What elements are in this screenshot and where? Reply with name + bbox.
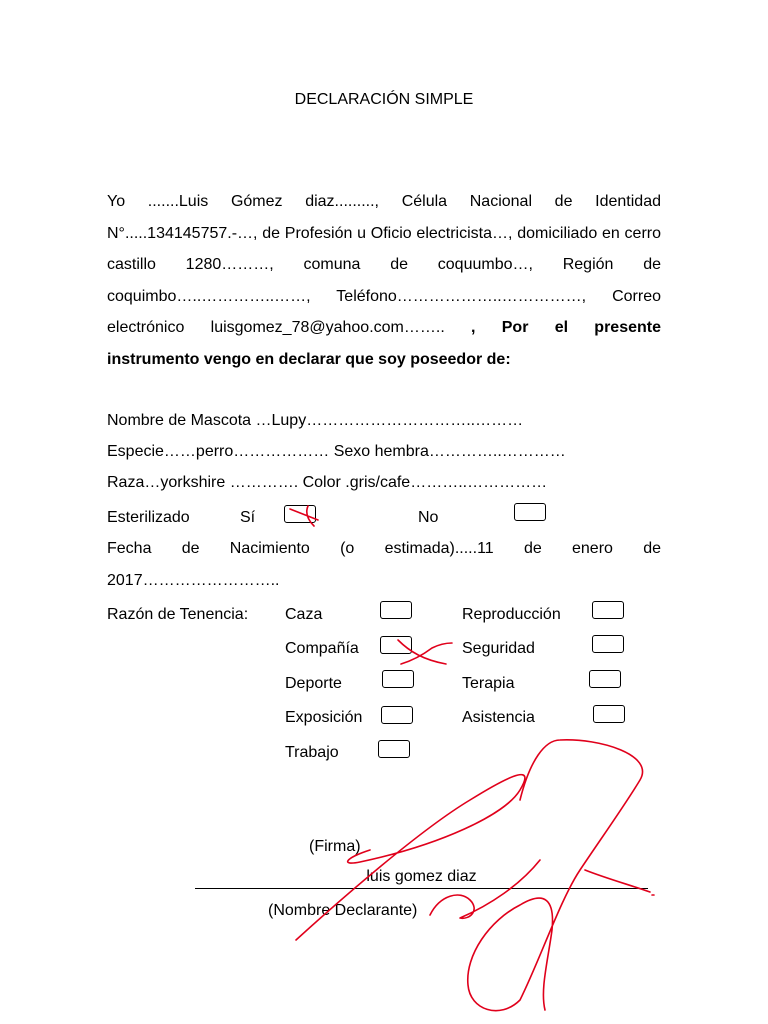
option-terapia-checkbox[interactable] [589, 670, 621, 688]
declaration-paragraph [107, 186, 661, 375]
option-caza-label: Caza [285, 606, 323, 623]
declaration-text: Yo .......Luis Gómez diaz........., Célula Nacional de Identidad N°.....134145757.-…, de Profesión u Oficio electricista…, domiciliado en cerro castillo 1280………, comuna de coquumbo…, Región de coquimbo…..…………..……, Teléfono………………..……………, Correo electrónico luisgomez_78@yahoo.com…….. [107, 193, 661, 336]
option-seguridad-label: Seguridad [462, 640, 535, 657]
declaration-bold-start: , Por el presente [471, 319, 662, 336]
birth-date-line: Fecha de Nacimiento (o estimada).....11 de enero de [107, 540, 661, 557]
declarant-label: (Nombre Declarante) [268, 902, 418, 919]
option-trabajo-label: Trabajo [285, 744, 339, 761]
birth-date-year: 2017…………………….. [107, 572, 280, 589]
declarant-name: luis gomez diaz [366, 868, 477, 885]
sterilized-no-checkbox[interactable] [514, 503, 546, 521]
document-title: DECLARACIÓN SIMPLE [294, 91, 474, 108]
option-caza-checkbox[interactable] [380, 601, 412, 619]
option-trabajo-checkbox[interactable] [378, 740, 410, 758]
sterilized-yes-checkbox[interactable] [284, 505, 316, 523]
sterilized-yes-label: Sí [240, 509, 256, 526]
declarant-name-line [195, 868, 648, 889]
option-exposicion-label: Exposición [285, 709, 363, 726]
sterilized-no-label: No [418, 509, 439, 526]
option-exposicion-checkbox[interactable] [381, 706, 413, 724]
option-terapia-label: Terapia [462, 675, 515, 692]
option-seguridad-checkbox[interactable] [592, 635, 624, 653]
option-compania-label: Compañía [285, 640, 359, 657]
option-deporte-label: Deporte [285, 675, 342, 692]
option-deporte-checkbox[interactable] [382, 670, 414, 688]
option-compania-checkbox[interactable] [380, 636, 412, 654]
option-asistencia-checkbox[interactable] [593, 705, 625, 723]
sterilized-label: Esterilizado [107, 509, 190, 526]
option-asistencia-label: Asistencia [462, 709, 535, 726]
pet-name-line: Nombre de Mascota …Lupy…………………………..……… [107, 412, 524, 429]
pet-breed-color-line: Raza…yorkshire …………. Color .gris/cafe………..…………… [107, 474, 548, 491]
signature-label: (Firma) [309, 838, 361, 855]
option-reproduccion-label: Reproducción [462, 606, 561, 623]
pet-species-sex-line: Especie……perro……………… Sexo hembra…………..………… [107, 443, 566, 460]
option-reproduccion-checkbox[interactable] [592, 601, 624, 619]
declaration-bold-end: instrumento vengo en declarar que soy poseedor de: [107, 350, 511, 368]
tenure-reason-label: Razón de Tenencia: [107, 606, 249, 623]
